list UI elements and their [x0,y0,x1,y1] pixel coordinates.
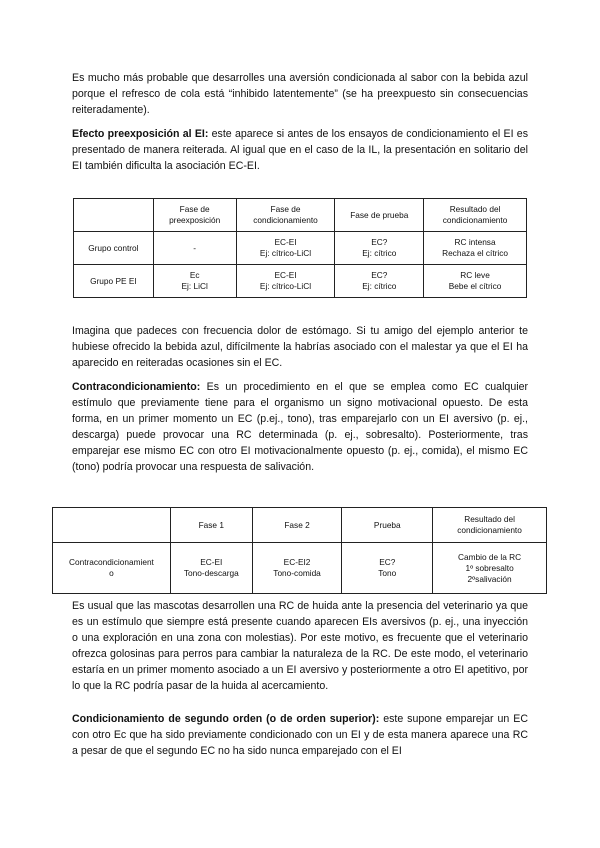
paragraph-body: este aparece si antes de los ensayos de condicionamiento el EI es presentado de manera reiterada. Al igual que en el caso de la IL, la presentación en solitario del EI también dificulta la asociación EC-EI. [72,128,528,172]
cell-text: Ej: cítrico [362,248,397,258]
cell-text: o [109,568,114,578]
table-row [53,543,547,594]
cell-text: EC-EI2 [283,557,311,567]
table-header-cell [53,508,171,543]
cell-text: Prueba [373,519,401,530]
table-cell [74,265,154,298]
cell-text: Rechaza el cítrico [442,248,509,258]
cell-text: Resultado del [449,204,501,214]
cell-text: Ej: LiCl [181,281,208,291]
table-cell [252,543,342,594]
table-cell [236,232,335,265]
table-header-cell [74,199,154,232]
cell-text: Grupo PE EI [90,275,137,286]
cell-text: EC? [379,557,396,567]
table-cell [53,543,171,594]
paragraph-contracondicionamiento [72,379,528,475]
cell-text: condicionamiento [253,215,318,225]
table-cell [424,265,527,298]
cell-text: EC? [371,270,388,280]
cell-text: EC-EI [274,237,297,247]
cell-text: Tono-descarga [183,568,239,578]
cell-text: Contracondicionamient [69,557,154,567]
table-cell [335,265,424,298]
table-header-cell [170,508,252,543]
cell-text: Grupo control [88,242,139,253]
paragraph-mascotas-veterinario: Es usual que las mascotas desarrollen una RC de huida ante la presencia del veterinario ya que es un estímulo que siempre está presente cuando aparecen EIs aversivos (p. ej., una inyección o una exploración en una zona con molestias). Por este motivo, es frecuente que el veterinario ofrezca golosinas para perros para cambiar la naturaleza de la RC. De este modo, el veterinario estaría en un primer momento asociado a un EI aversivo y posteriormente a otro EI apetitivo, por lo que la RC podría pasar de la huida al acercamiento. [72,600,528,692]
table-cell [342,543,433,594]
cell-text: Ej: cítrico-LiCl [259,281,312,291]
table-header-cell [433,508,547,543]
table-header-cell [342,508,433,543]
table-preexposicion [73,198,527,298]
table-header-row [53,508,547,543]
section-heading: Contracondicionamiento: [72,381,201,393]
table-cell [424,232,527,265]
cell-text: Cambio de la RC [457,551,522,562]
cell-text: Ej: cítrico [362,281,397,291]
section-heading: Efecto preexposición al EI: [72,128,209,140]
paragraph-efecto-preexposicion [72,126,528,174]
cell-text: 1º sobresalto [465,562,514,573]
cell-text: condicionamiento [442,215,508,225]
cell-text: Ec [189,270,200,280]
cell-text: Fase de [270,204,301,214]
paragraph-body: Es un procedimiento en el que se emplea como EC cualquier estímulo que previamente tiene para el organismo un signo motivacional opuesto. De esta forma, en un primer momento un EC (p.ej., tono), tras emparejarlo con un EI aversivo (p. ej., descarga) puede provocar una RC determinada (p. ej., sobresalto). Posteriormente, tras emparejar ese mismo EC con otro EI motivacionalmente opuesto (p. ej., comida), el mismo EC (tono) podría provocar una respuesta de salivación. [72,381,528,473]
cell-text: EC? [371,237,388,247]
cell-text: Tono [378,568,397,578]
table-cell [74,232,154,265]
cell-text: Fase de prueba [350,209,409,220]
table-header-cell [153,199,236,232]
table-header-cell [252,508,342,543]
table-cell [433,543,547,594]
table-cell [170,543,252,594]
cell-text: Fase 2 [284,519,310,530]
cell-text: Fase de [179,204,210,214]
table-cell [335,232,424,265]
table-header-cell [424,199,527,232]
cell-text: - [193,242,197,253]
cell-text: Resultado del [464,514,515,524]
section-heading: Condicionamiento de segundo orden (o de orden superior): [72,713,380,725]
table-cell [153,265,236,298]
cell-text: RC leve [460,270,490,280]
paragraph-segundo-orden [72,711,528,759]
cell-text: Bebe el cítrico [448,281,502,291]
table-cell [236,265,335,298]
cell-text: preexposición [169,215,221,225]
cell-text: condicionamiento [457,525,522,535]
paragraph-inhibicion-latente: Es mucho más probable que desarrolles una aversión condicionada al sabor con la bebida azul porque el refresco de cola está “inhibido latentemente” (se ha preexpuesto sin consecuencias reiteradamente). [72,72,528,116]
cell-text: Tono-comida [273,568,321,578]
table-header-cell [236,199,335,232]
table-row [74,232,527,265]
cell-text: Fase 1 [198,519,224,530]
cell-text: Ej: cítrico-LiCl [259,248,312,258]
table-contracondicionamiento [52,507,547,594]
table-header-row [74,199,527,232]
paragraph-ejemplo-estomago: Imagina que padeces con frecuencia dolor de estómago. Si tu amigo del ejemplo anterior te hubiese ofrecido la bebida azul, difícilmente la habrías asociado con el malestar ya que el EI ha aparecido en reiteradas ocasiones sin el EC. [72,325,528,369]
cell-text: EC-EI [274,270,297,280]
paragraph-body: este supone emparejar un EC con otro Ec que ha sido previamente condicionado con un EI y de esta manera aparece una RC a pesar de que el segundo EC no ha sido nunca emparejado con el EI [72,713,528,757]
cell-text: EC-EI [200,557,223,567]
table-row [74,265,527,298]
table-header-cell [335,199,424,232]
table-cell [153,232,236,265]
cell-text: 2ºsalivación [467,573,512,584]
cell-text: RC intensa [454,237,496,247]
